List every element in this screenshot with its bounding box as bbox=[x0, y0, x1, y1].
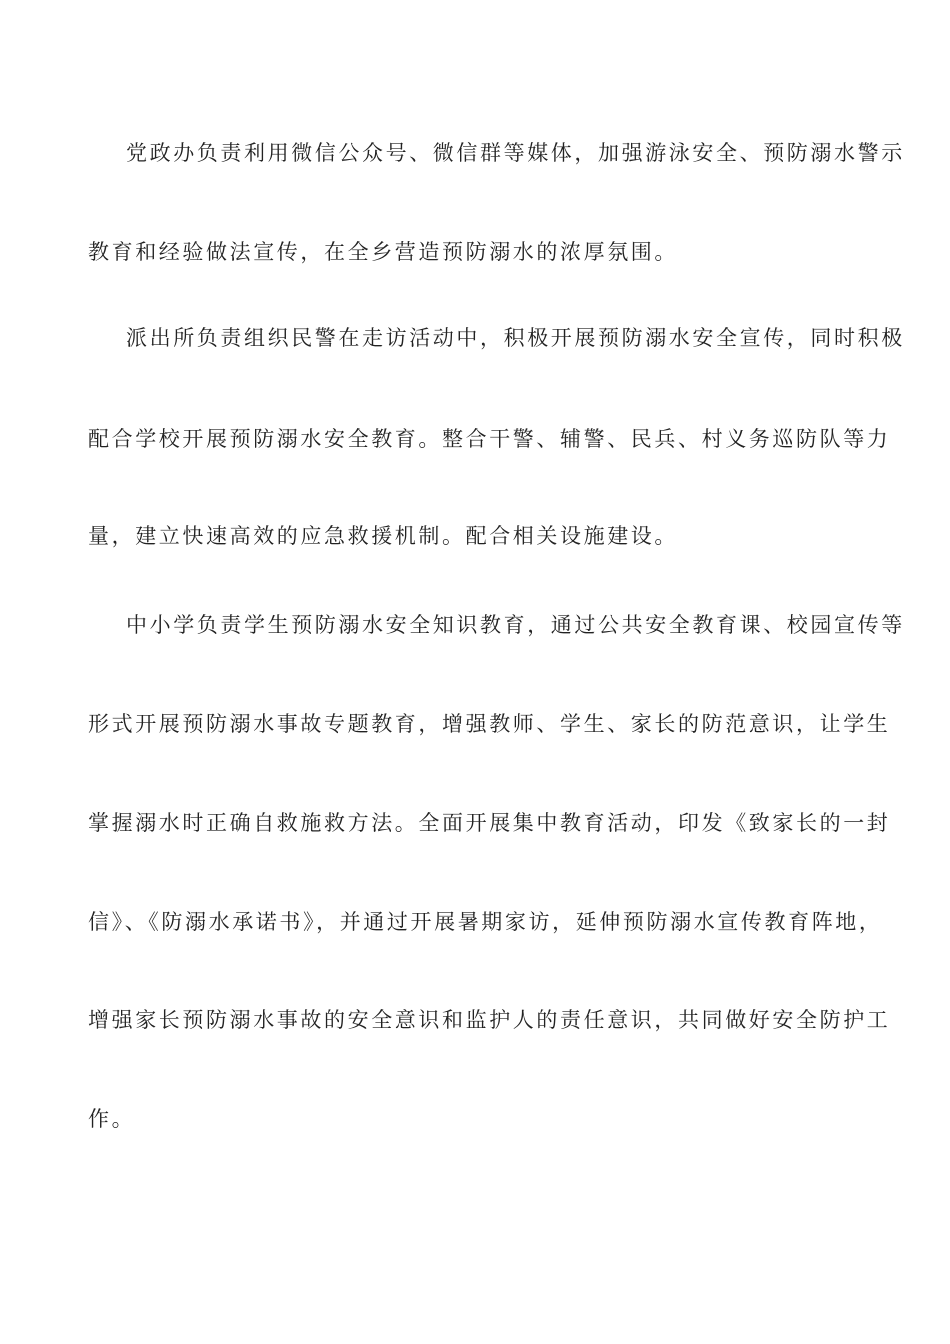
paragraph-1-line-1: 党政办负责利用微信公众号、微信群等媒体，加强游泳安全、预防溺水警示 bbox=[126, 141, 905, 165]
paragraph-2-line-3: 量，建立快速高效的应急救援机制。配合相关设施建设。 bbox=[88, 524, 678, 548]
paragraph-3-line-1: 中小学负责学生预防溺水安全知识教育，通过公共安全教育课、校园宣传等 bbox=[126, 613, 905, 637]
paragraph-2-line-2: 配合学校开展预防溺水安全教育。整合干警、辅警、民兵、村义务巡防队等力 bbox=[88, 427, 891, 451]
paragraph-3-line-2: 形式开展预防溺水事故专题教育，增强教师、学生、家长的防范意识，让学生 bbox=[88, 712, 891, 736]
paragraph-3-line-5: 增强家长预防溺水事故的安全意识和监护人的责任意识，共同做好安全防护工 bbox=[88, 1008, 891, 1032]
paragraph-2-line-1: 派出所负责组织民警在走访活动中，积极开展预防溺水安全宣传，同时积极 bbox=[126, 326, 905, 350]
paragraph-3-line-4: 信》、《防溺水承诺书》，并通过开展暑期家访，延伸预防溺水宣传教育阵地， bbox=[88, 910, 883, 934]
paragraph-3-line-3: 掌握溺水时正确自救施救方法。全面开展集中教育活动，印发《致家长的一封 bbox=[88, 811, 891, 835]
paragraph-3-line-6: 作。 bbox=[88, 1107, 136, 1131]
paragraph-1-line-2: 教育和经验做法宣传，在全乡营造预防溺水的浓厚氛围。 bbox=[88, 240, 678, 264]
